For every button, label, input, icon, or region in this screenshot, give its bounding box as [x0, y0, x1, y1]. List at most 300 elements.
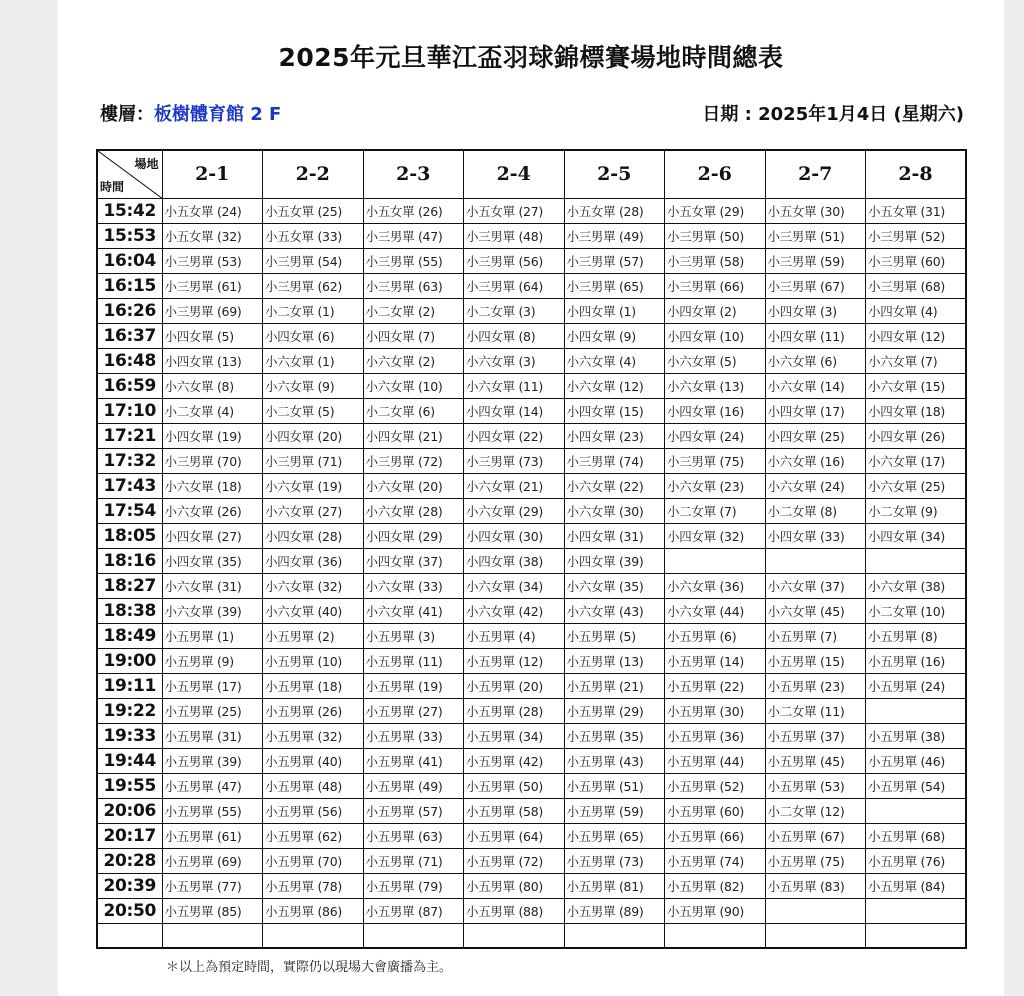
match-cell: 小五男單 (34): [464, 723, 565, 748]
match-cell: 小六女單 (37): [765, 573, 866, 598]
time-cell: 19:00: [97, 648, 162, 673]
match-cell: 小六女單 (17): [866, 448, 967, 473]
venue-name: 板樹體育館 2 F: [154, 104, 282, 125]
match-cell: 小五男單 (74): [665, 848, 766, 873]
time-cell: [97, 923, 162, 948]
match-cell: 小五男單 (25): [162, 698, 263, 723]
match-cell: 小五男單 (1): [162, 623, 263, 648]
match-cell: 小五男單 (43): [564, 748, 665, 773]
match-cell: 小四女單 (4): [866, 298, 967, 323]
match-cell: 小三男單 (74): [564, 448, 665, 473]
match-cell: 小三男單 (56): [464, 248, 565, 273]
table-row: [97, 548, 966, 573]
match-cell: 小五男單 (39): [162, 748, 263, 773]
match-cell: 小五男單 (36): [665, 723, 766, 748]
match-cell: 小六女單 (24): [765, 473, 866, 498]
match-cell: 小五男單 (53): [765, 773, 866, 798]
venue-label: 樓層：: [100, 104, 154, 125]
match-cell: 小五男單 (84): [866, 873, 967, 898]
match-cell: 小四女單 (28): [263, 523, 364, 548]
match-cell: 小六女單 (4): [564, 348, 665, 373]
match-cell: 小六女單 (38): [866, 573, 967, 598]
match-cell: 小六女單 (34): [464, 573, 565, 598]
match-cell: 小五女單 (24): [162, 198, 263, 223]
match-cell: 小五女單 (25): [263, 198, 364, 223]
match-cell: 小三男單 (71): [263, 448, 364, 473]
match-cell: 小五男單 (67): [765, 823, 866, 848]
match-cell: 小四女單 (37): [363, 548, 464, 573]
match-cell: 小六女單 (35): [564, 573, 665, 598]
match-cell: 小五男單 (79): [363, 873, 464, 898]
court-header: 2-4: [464, 150, 565, 198]
match-cell: 小五男單 (73): [564, 848, 665, 873]
corner-court-label: 場地: [134, 157, 159, 171]
match-cell: 小五男單 (19): [363, 673, 464, 698]
match-cell: 小六女單 (6): [765, 348, 866, 373]
match-cell: 小四女單 (9): [564, 323, 665, 348]
match-cell: [564, 923, 665, 948]
match-cell: 小二女單 (4): [162, 398, 263, 423]
match-cell: 小四女單 (6): [263, 323, 364, 348]
match-cell: 小四女單 (19): [162, 423, 263, 448]
match-cell: [162, 923, 263, 948]
time-cell: 17:32: [97, 448, 162, 473]
time-cell: 15:53: [97, 223, 162, 248]
match-cell: 小六女單 (29): [464, 498, 565, 523]
match-cell: 小五男單 (45): [765, 748, 866, 773]
match-cell: 小六女單 (33): [363, 573, 464, 598]
time-cell: 20:50: [97, 898, 162, 923]
match-cell: 小四女單 (29): [363, 523, 464, 548]
match-cell: 小六女單 (22): [564, 473, 665, 498]
match-cell: 小四女單 (39): [564, 548, 665, 573]
match-cell: 小四女單 (18): [866, 398, 967, 423]
match-cell: 小五男單 (85): [162, 898, 263, 923]
match-cell: 小二女單 (5): [263, 398, 364, 423]
match-cell: 小六女單 (28): [363, 498, 464, 523]
time-cell: 17:54: [97, 498, 162, 523]
match-cell: 小三男單 (61): [162, 273, 263, 298]
court-header: 2-1: [162, 150, 263, 198]
table-row: [97, 623, 966, 648]
match-cell: 小五男單 (71): [363, 848, 464, 873]
match-cell: [866, 548, 967, 573]
match-cell: 小五男單 (5): [564, 623, 665, 648]
match-cell: 小三男單 (63): [363, 273, 464, 298]
match-cell: 小五男單 (15): [765, 648, 866, 673]
match-cell: 小三男單 (75): [665, 448, 766, 473]
match-cell: 小五男單 (77): [162, 873, 263, 898]
table-row: [97, 423, 966, 448]
table-row: [97, 473, 966, 498]
match-cell: 小五男單 (26): [263, 698, 364, 723]
time-cell: 17:10: [97, 398, 162, 423]
match-cell: 小五女單 (32): [162, 223, 263, 248]
match-cell: 小五男單 (29): [564, 698, 665, 723]
table-row: [97, 398, 966, 423]
match-cell: 小五男單 (18): [263, 673, 364, 698]
match-cell: 小四女單 (25): [765, 423, 866, 448]
time-cell: 16:48: [97, 348, 162, 373]
match-cell: 小五男單 (75): [765, 848, 866, 873]
match-cell: 小五女單 (31): [866, 198, 967, 223]
match-cell: 小三男單 (67): [765, 273, 866, 298]
match-cell: 小六女單 (36): [665, 573, 766, 598]
table-row: [97, 923, 966, 948]
document-page: [58, 0, 1004, 996]
match-cell: 小三男單 (49): [564, 223, 665, 248]
match-cell: 小五女單 (33): [263, 223, 364, 248]
table-row: [97, 298, 966, 323]
table-row: [97, 598, 966, 623]
schedule-body: [97, 198, 966, 948]
table-row: [97, 773, 966, 798]
match-cell: 小六女單 (31): [162, 573, 263, 598]
table-row: [97, 748, 966, 773]
match-cell: 小二女單 (3): [464, 298, 565, 323]
match-cell: 小五男單 (64): [464, 823, 565, 848]
match-cell: 小五男單 (33): [363, 723, 464, 748]
match-cell: 小三男單 (68): [866, 273, 967, 298]
header-row: [97, 150, 966, 198]
match-cell: 小五男單 (3): [363, 623, 464, 648]
match-cell: 小六女單 (23): [665, 473, 766, 498]
match-cell: 小五男單 (44): [665, 748, 766, 773]
match-cell: 小五男單 (27): [363, 698, 464, 723]
match-cell: 小三男單 (73): [464, 448, 565, 473]
match-cell: 小五男單 (88): [464, 898, 565, 923]
match-cell: 小二女單 (12): [765, 798, 866, 823]
match-cell: 小五男單 (8): [866, 623, 967, 648]
table-row: [97, 873, 966, 898]
match-cell: 小三男單 (57): [564, 248, 665, 273]
match-cell: 小五男單 (22): [665, 673, 766, 698]
time-cell: 16:37: [97, 323, 162, 348]
match-cell: 小四女單 (12): [866, 323, 967, 348]
time-cell: 20:28: [97, 848, 162, 873]
match-cell: 小五男單 (41): [363, 748, 464, 773]
table-row: [97, 723, 966, 748]
match-cell: 小四女單 (7): [363, 323, 464, 348]
match-cell: 小五男單 (80): [464, 873, 565, 898]
match-cell: 小三男單 (47): [363, 223, 464, 248]
match-cell: 小三男單 (50): [665, 223, 766, 248]
time-cell: 20:17: [97, 823, 162, 848]
match-cell: 小三男單 (66): [665, 273, 766, 298]
match-cell: 小四女單 (36): [263, 548, 364, 573]
match-cell: 小二女單 (6): [363, 398, 464, 423]
match-cell: 小四女單 (3): [765, 298, 866, 323]
time-cell: 20:39: [97, 873, 162, 898]
match-cell: 小五男單 (55): [162, 798, 263, 823]
match-cell: 小三男單 (72): [363, 448, 464, 473]
match-cell: 小四女單 (13): [162, 348, 263, 373]
time-cell: 19:55: [97, 773, 162, 798]
match-cell: 小五男單 (9): [162, 648, 263, 673]
match-cell: [866, 923, 967, 948]
match-cell: 小四女單 (14): [464, 398, 565, 423]
match-cell: 小四女單 (35): [162, 548, 263, 573]
match-cell: 小二女單 (7): [665, 498, 766, 523]
match-cell: 小四女單 (17): [765, 398, 866, 423]
match-cell: 小五男單 (28): [464, 698, 565, 723]
match-cell: 小六女單 (2): [363, 348, 464, 373]
match-cell: 小六女單 (40): [263, 598, 364, 623]
match-cell: 小五男單 (57): [363, 798, 464, 823]
match-cell: [765, 548, 866, 573]
match-cell: [363, 923, 464, 948]
match-cell: 小四女單 (11): [765, 323, 866, 348]
court-header: 2-6: [665, 150, 766, 198]
match-cell: 小六女單 (10): [363, 373, 464, 398]
table-row: [97, 698, 966, 723]
match-cell: 小三男單 (54): [263, 248, 364, 273]
match-cell: 小六女單 (32): [263, 573, 364, 598]
match-cell: 小五男單 (47): [162, 773, 263, 798]
match-cell: 小三男單 (51): [765, 223, 866, 248]
match-cell: 小六女單 (39): [162, 598, 263, 623]
match-cell: 小五男單 (32): [263, 723, 364, 748]
match-cell: 小四女單 (34): [866, 523, 967, 548]
match-cell: 小五男單 (21): [564, 673, 665, 698]
match-cell: [765, 898, 866, 923]
time-cell: 18:38: [97, 598, 162, 623]
match-cell: 小六女單 (8): [162, 373, 263, 398]
court-header: 2-2: [263, 150, 364, 198]
match-cell: [665, 923, 766, 948]
match-cell: 小三男單 (69): [162, 298, 263, 323]
match-cell: 小四女單 (26): [866, 423, 967, 448]
match-cell: 小五男單 (20): [464, 673, 565, 698]
match-cell: 小六女單 (14): [765, 373, 866, 398]
match-cell: 小二女單 (10): [866, 598, 967, 623]
match-cell: 小五女單 (30): [765, 198, 866, 223]
time-cell: 17:21: [97, 423, 162, 448]
table-row: [97, 198, 966, 223]
match-cell: 小六女單 (21): [464, 473, 565, 498]
match-cell: 小五男單 (17): [162, 673, 263, 698]
time-cell: 19:22: [97, 698, 162, 723]
match-cell: 小六女單 (5): [665, 348, 766, 373]
match-cell: 小二女單 (1): [263, 298, 364, 323]
match-cell: 小五男單 (2): [263, 623, 364, 648]
court-header: 2-8: [866, 150, 967, 198]
court-header: 2-5: [564, 150, 665, 198]
table-row: [97, 898, 966, 923]
match-cell: 小四女單 (27): [162, 523, 263, 548]
match-cell: 小五男單 (58): [464, 798, 565, 823]
match-cell: 小五男單 (56): [263, 798, 364, 823]
match-cell: [665, 548, 766, 573]
match-cell: 小三男單 (70): [162, 448, 263, 473]
table-row: [97, 498, 966, 523]
match-cell: 小五男單 (12): [464, 648, 565, 673]
match-cell: 小六女單 (45): [765, 598, 866, 623]
match-cell: 小五男單 (90): [665, 898, 766, 923]
match-cell: [866, 698, 967, 723]
time-cell: 18:05: [97, 523, 162, 548]
time-cell: 18:49: [97, 623, 162, 648]
time-cell: 16:15: [97, 273, 162, 298]
match-cell: 小五女單 (29): [665, 198, 766, 223]
time-cell: 18:27: [97, 573, 162, 598]
match-cell: 小六女單 (25): [866, 473, 967, 498]
match-cell: 小五男單 (66): [665, 823, 766, 848]
table-row: [97, 323, 966, 348]
match-cell: 小四女單 (2): [665, 298, 766, 323]
match-cell: 小六女單 (9): [263, 373, 364, 398]
match-cell: [866, 798, 967, 823]
match-cell: 小四女單 (15): [564, 398, 665, 423]
table-row: [97, 823, 966, 848]
match-cell: 小五男單 (89): [564, 898, 665, 923]
match-cell: 小四女單 (24): [665, 423, 766, 448]
time-cell: 19:11: [97, 673, 162, 698]
match-cell: 小五女單 (27): [464, 198, 565, 223]
time-cell: 18:16: [97, 548, 162, 573]
match-cell: 小五男單 (48): [263, 773, 364, 798]
match-cell: 小二女單 (9): [866, 498, 967, 523]
match-cell: 小五女單 (26): [363, 198, 464, 223]
match-cell: 小五男單 (16): [866, 648, 967, 673]
court-header: 2-7: [765, 150, 866, 198]
match-cell: 小五男單 (7): [765, 623, 866, 648]
venue-line: [100, 100, 281, 126]
match-cell: 小五男單 (46): [866, 748, 967, 773]
match-cell: 小二女單 (8): [765, 498, 866, 523]
match-cell: 小五男單 (40): [263, 748, 364, 773]
match-cell: 小六女單 (13): [665, 373, 766, 398]
match-cell: 小五男單 (37): [765, 723, 866, 748]
table-row: [97, 573, 966, 598]
match-cell: 小四女單 (23): [564, 423, 665, 448]
match-cell: 小四女單 (38): [464, 548, 565, 573]
match-cell: 小五男單 (14): [665, 648, 766, 673]
match-cell: 小五男單 (24): [866, 673, 967, 698]
match-cell: 小五男單 (83): [765, 873, 866, 898]
match-cell: 小五男單 (86): [263, 898, 364, 923]
corner-time-label: 時間: [100, 179, 125, 194]
match-cell: 小五男單 (60): [665, 798, 766, 823]
match-cell: 小三男單 (55): [363, 248, 464, 273]
match-cell: 小四女單 (1): [564, 298, 665, 323]
match-cell: 小六女單 (16): [765, 448, 866, 473]
match-cell: 小六女單 (11): [464, 373, 565, 398]
match-cell: 小六女單 (7): [866, 348, 967, 373]
match-cell: [464, 923, 565, 948]
match-cell: 小六女單 (30): [564, 498, 665, 523]
match-cell: [765, 923, 866, 948]
match-cell: 小三男單 (60): [866, 248, 967, 273]
match-cell: 小六女單 (3): [464, 348, 565, 373]
match-cell: 小三男單 (59): [765, 248, 866, 273]
match-cell: 小五男單 (4): [464, 623, 565, 648]
match-cell: 小五男單 (13): [564, 648, 665, 673]
match-cell: 小五男單 (49): [363, 773, 464, 798]
match-cell: 小四女單 (20): [263, 423, 364, 448]
time-cell: 19:33: [97, 723, 162, 748]
match-cell: 小三男單 (52): [866, 223, 967, 248]
match-cell: 小六女單 (44): [665, 598, 766, 623]
date-line: 日期 : 2025年1月4日 (星期六): [702, 104, 964, 125]
match-cell: 小六女單 (27): [263, 498, 364, 523]
match-cell: 小二女單 (2): [363, 298, 464, 323]
match-cell: 小四女單 (8): [464, 323, 565, 348]
time-cell: 16:59: [97, 373, 162, 398]
match-cell: 小四女單 (16): [665, 398, 766, 423]
match-cell: 小五男單 (38): [866, 723, 967, 748]
match-cell: 小六女單 (1): [263, 348, 364, 373]
match-cell: 小五男單 (65): [564, 823, 665, 848]
table-row: [97, 523, 966, 548]
table-row: [97, 223, 966, 248]
page-title: 2025年元旦華江盃羽球錦標賽場地時間總表: [278, 43, 784, 72]
match-cell: 小三男單 (58): [665, 248, 766, 273]
match-cell: 小五男單 (78): [263, 873, 364, 898]
match-cell: 小五男單 (54): [866, 773, 967, 798]
match-cell: [263, 923, 364, 948]
match-cell: 小五男單 (70): [263, 848, 364, 873]
match-cell: 小五男單 (68): [866, 823, 967, 848]
match-cell: 小五男單 (50): [464, 773, 565, 798]
match-cell: 小五男單 (23): [765, 673, 866, 698]
match-cell: 小五男單 (69): [162, 848, 263, 873]
match-cell: 小六女單 (18): [162, 473, 263, 498]
match-cell: 小五男單 (11): [363, 648, 464, 673]
match-cell: 小四女單 (30): [464, 523, 565, 548]
match-cell: 小六女單 (42): [464, 598, 565, 623]
match-cell: 小六女單 (43): [564, 598, 665, 623]
match-cell: 小五男單 (52): [665, 773, 766, 798]
match-cell: 小五男單 (6): [665, 623, 766, 648]
table-row: [97, 648, 966, 673]
time-cell: 16:04: [97, 248, 162, 273]
time-cell: 17:43: [97, 473, 162, 498]
time-cell: 16:26: [97, 298, 162, 323]
time-cell: 20:06: [97, 798, 162, 823]
match-cell: 小六女單 (20): [363, 473, 464, 498]
match-cell: 小六女單 (15): [866, 373, 967, 398]
table-row: [97, 798, 966, 823]
match-cell: 小四女單 (33): [765, 523, 866, 548]
match-cell: 小四女單 (21): [363, 423, 464, 448]
table-row: [97, 373, 966, 398]
match-cell: 小五男單 (35): [564, 723, 665, 748]
match-cell: 小三男單 (48): [464, 223, 565, 248]
match-cell: 小五男單 (51): [564, 773, 665, 798]
match-cell: 小五男單 (62): [263, 823, 364, 848]
match-cell: 小三男單 (53): [162, 248, 263, 273]
corner-cell: [97, 150, 162, 198]
match-cell: 小四女單 (32): [665, 523, 766, 548]
match-cell: [866, 898, 967, 923]
match-cell: 小五男單 (31): [162, 723, 263, 748]
table-row: [97, 848, 966, 873]
match-cell: 小五男單 (61): [162, 823, 263, 848]
match-cell: 小六女單 (41): [363, 598, 464, 623]
time-cell: 15:42: [97, 198, 162, 223]
match-cell: 小二女單 (11): [765, 698, 866, 723]
table-row: [97, 273, 966, 298]
table-row: [97, 248, 966, 273]
match-cell: 小五男單 (30): [665, 698, 766, 723]
court-header: 2-3: [363, 150, 464, 198]
match-cell: 小三男單 (62): [263, 273, 364, 298]
time-cell: 19:44: [97, 748, 162, 773]
table-row: [97, 448, 966, 473]
match-cell: 小五男單 (42): [464, 748, 565, 773]
match-cell: 小五男單 (87): [363, 898, 464, 923]
